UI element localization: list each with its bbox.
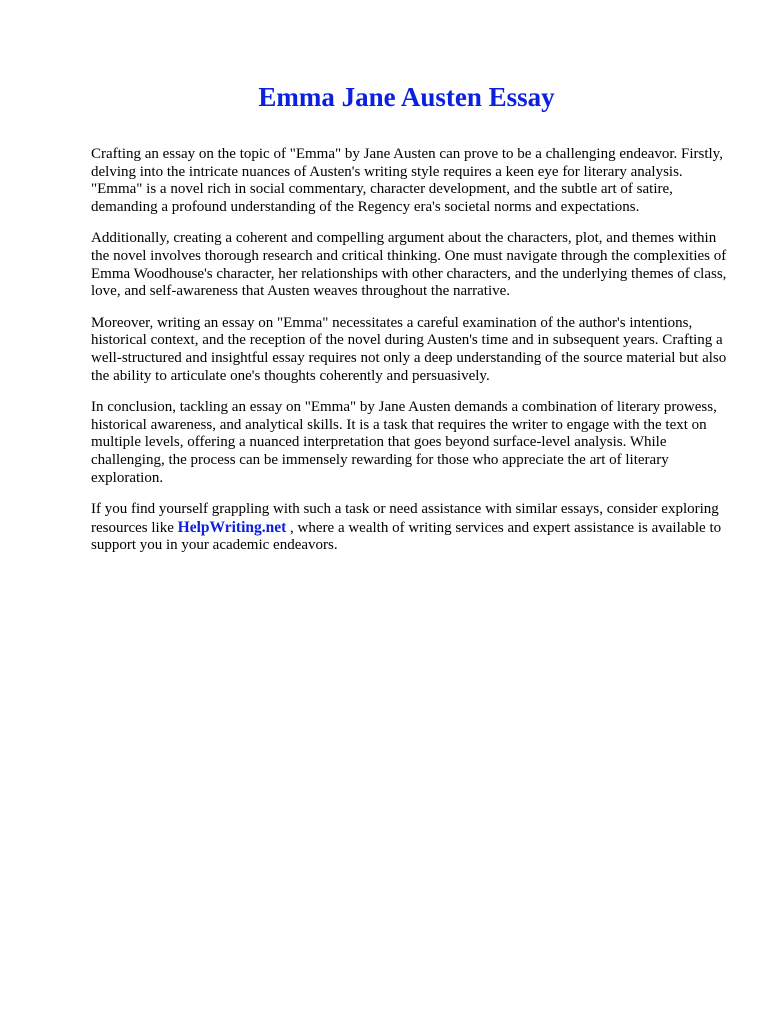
helpwriting-link[interactable]: HelpWriting.net [177, 518, 287, 536]
paragraph-1: Crafting an essay on the topic of "Emma" by Jane Austen can prove to be a challenging endeavor. Firstly, delving into the intricate nuances of Austen's writing style requires a keen eye for literary analysis. "Emma" is a novel rich in social commentary, character development, and the subtle art of satire, demanding a profound understanding of the Regency era's societal norms and expectations. [91, 146, 723, 215]
paragraph-4: In conclusion, tackling an essay on "Emma" by Jane Austen demands a combination of literary prowess, historical awareness, and analytical skills. It is a task that requires the writer to engage with the text on multiple levels, offering a nuanced interpretation that goes beyond surface-level analysis. While challenging, the process can be immensely rewarding for those who appreciate the art of literary exploration. [91, 399, 717, 486]
paragraph-5 [91, 501, 731, 555]
paragraph-5-intro: If you find yourself grappling with such a task or need assistance with similar essays, consider exploring resources like [91, 501, 719, 536]
paragraph-2: Additionally, creating a coherent and compelling argument about the characters, plot, and themes within the novel involves thorough research and critical thinking. One must navigate through the complexities of Emma Woodhouse's character, her relationships with other characters, and the underlying themes of class, love, and self-awareness that Austen weaves throughout the narrative. [91, 230, 727, 300]
paragraph-5-rest: , where a wealth of writing services and expert assistance is available to support you in your academic endeavors. [91, 519, 722, 554]
page-title: Emma Jane Austen Essay [258, 82, 555, 112]
essay-body [91, 146, 731, 569]
paragraph-3: Moreover, writing an essay on "Emma" necessitates a careful examination of the author's intentions, historical context, and the reception of the novel during Austen's time and in subsequent years. Crafting a well-structured and insightful essay requires not only a deep understanding of the source material but also the ability to articulate one's thoughts coherently and persuasively. [91, 314, 727, 384]
